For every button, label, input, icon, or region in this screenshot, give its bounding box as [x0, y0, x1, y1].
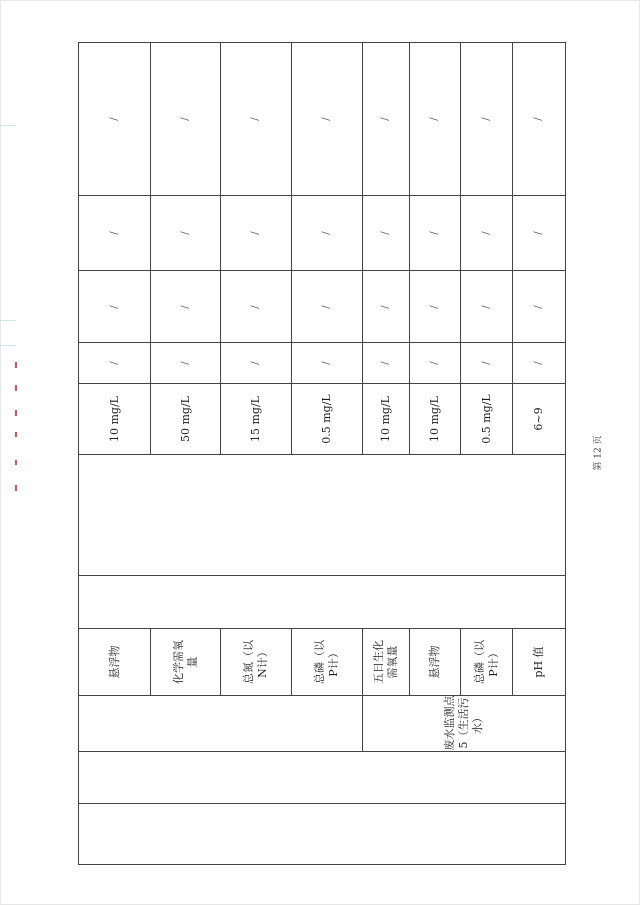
- limit-value: 10 mg/L: [107, 396, 121, 443]
- na-value: /: [108, 231, 120, 235]
- table-row: [79, 455, 566, 575]
- na-cell: [79, 196, 151, 271]
- station-cell: [363, 695, 566, 751]
- na-cell: [151, 271, 221, 343]
- na-value: /: [250, 231, 261, 235]
- na-cell: [410, 43, 461, 196]
- limit-value: 50 mg/L: [178, 396, 192, 443]
- na-value: /: [480, 231, 492, 235]
- station-label: 废水监测点 5（生活污水）: [443, 695, 484, 751]
- parameter-cell: [410, 628, 461, 695]
- limit-value: 6~9: [532, 407, 545, 432]
- scan-mark: [0, 320, 16, 321]
- na-cell: [151, 343, 221, 384]
- na-cell: [410, 196, 461, 271]
- scan-mark: [15, 385, 17, 391]
- na-cell: [363, 343, 410, 384]
- na-value: /: [250, 117, 261, 121]
- table-row: [79, 196, 566, 271]
- page-number: 第 12 页: [593, 435, 604, 471]
- na-value: /: [380, 117, 391, 121]
- na-cell: [292, 343, 363, 384]
- na-cell: [363, 271, 410, 343]
- limit-value: 0.5 mg/L: [320, 394, 333, 445]
- na-value: /: [480, 361, 492, 366]
- empty-cell: [79, 575, 566, 628]
- empty-cell: [79, 695, 363, 751]
- na-cell: [513, 196, 566, 271]
- na-value: /: [179, 361, 191, 366]
- parameter-cell: [363, 628, 410, 695]
- parameter-name: 化学需氧量: [171, 639, 199, 684]
- na-value: /: [429, 117, 440, 121]
- limit-cell: [151, 384, 221, 455]
- na-cell: [461, 43, 513, 196]
- na-cell: [410, 271, 461, 343]
- na-value: /: [250, 305, 261, 309]
- table-row: [79, 575, 566, 628]
- na-cell: [221, 196, 292, 271]
- na-value: /: [321, 305, 332, 309]
- na-value: /: [321, 117, 332, 121]
- scan-mark: [15, 410, 17, 416]
- na-cell: [363, 196, 410, 271]
- na-cell: [410, 343, 461, 384]
- table-row: [79, 751, 566, 803]
- na-cell: [221, 343, 292, 384]
- parameter-name: 总磷（以P计）: [472, 639, 500, 684]
- limit-value: 0.5 mg/L: [479, 394, 493, 445]
- scan-mark: [15, 460, 17, 465]
- na-cell: [461, 271, 513, 343]
- na-value: /: [108, 117, 120, 121]
- parameter-name: 总氮（以N计）: [242, 639, 269, 684]
- limit-cell: [461, 384, 513, 455]
- na-value: /: [480, 305, 492, 309]
- na-cell: [221, 271, 292, 343]
- na-cell: [363, 43, 410, 196]
- na-value: /: [429, 361, 440, 366]
- na-value: /: [533, 231, 544, 235]
- parameter-cell: [151, 628, 221, 695]
- scan-mark: [0, 345, 16, 346]
- na-value: /: [380, 361, 391, 366]
- na-value: /: [533, 361, 544, 366]
- parameter-name: 总磷（以P计）: [313, 639, 340, 684]
- na-cell: [292, 196, 363, 271]
- limit-value: 10 mg/L: [379, 396, 392, 443]
- parameter-name: 五日生化需氧量: [372, 639, 399, 684]
- na-cell: [292, 271, 363, 343]
- limit-cell: [221, 384, 292, 455]
- empty-cell: [79, 455, 566, 575]
- table-row: [79, 43, 566, 196]
- na-cell: [513, 343, 566, 384]
- na-value: /: [380, 231, 391, 235]
- limit-cell: [410, 384, 461, 455]
- limit-value: 15 mg/L: [249, 396, 262, 443]
- limit-cell: [513, 384, 566, 455]
- table-row: [79, 695, 566, 751]
- na-value: /: [429, 305, 440, 309]
- na-cell: [513, 43, 566, 196]
- monitoring-table: [78, 42, 566, 865]
- empty-cell: [79, 803, 566, 864]
- parameter-cell: [461, 628, 513, 695]
- na-value: /: [429, 231, 440, 235]
- na-value: /: [533, 117, 544, 121]
- scan-mark: [15, 485, 17, 491]
- limit-cell: [363, 384, 410, 455]
- limit-cell: [292, 384, 363, 455]
- na-cell: [151, 196, 221, 271]
- na-cell: [461, 343, 513, 384]
- scan-mark: [15, 432, 17, 437]
- scan-mark: [0, 125, 16, 126]
- na-cell: [79, 343, 151, 384]
- parameter-name: 悬浮物: [428, 645, 441, 679]
- na-cell: [292, 43, 363, 196]
- na-value: /: [321, 361, 332, 366]
- parameter-cell: [292, 628, 363, 695]
- parameter-cell: [79, 628, 151, 695]
- empty-cell: [79, 751, 566, 803]
- table-row: [79, 803, 566, 864]
- parameter-cell: [221, 628, 292, 695]
- table-row: [79, 384, 566, 455]
- na-cell: [461, 196, 513, 271]
- na-value: /: [179, 117, 191, 121]
- parameter-name: 悬浮物: [107, 645, 121, 679]
- na-value: /: [250, 361, 261, 366]
- na-cell: [79, 271, 151, 343]
- na-cell: [151, 43, 221, 196]
- table-row: [79, 343, 566, 384]
- na-value: /: [108, 361, 120, 366]
- na-value: /: [480, 117, 492, 121]
- na-cell: [221, 43, 292, 196]
- parameter-name: pH 值: [532, 646, 545, 678]
- na-cell: [513, 271, 566, 343]
- table-row: [79, 628, 566, 695]
- na-value: /: [533, 305, 544, 309]
- na-cell: [79, 43, 151, 196]
- scan-mark: [15, 362, 17, 368]
- limit-cell: [79, 384, 151, 455]
- na-value: /: [179, 305, 191, 309]
- na-value: /: [108, 305, 120, 309]
- na-value: /: [321, 231, 332, 235]
- na-value: /: [380, 305, 391, 309]
- limit-value: 10 mg/L: [428, 396, 441, 443]
- na-value: /: [179, 231, 191, 235]
- parameter-cell: [513, 628, 566, 695]
- table-row: [79, 271, 566, 343]
